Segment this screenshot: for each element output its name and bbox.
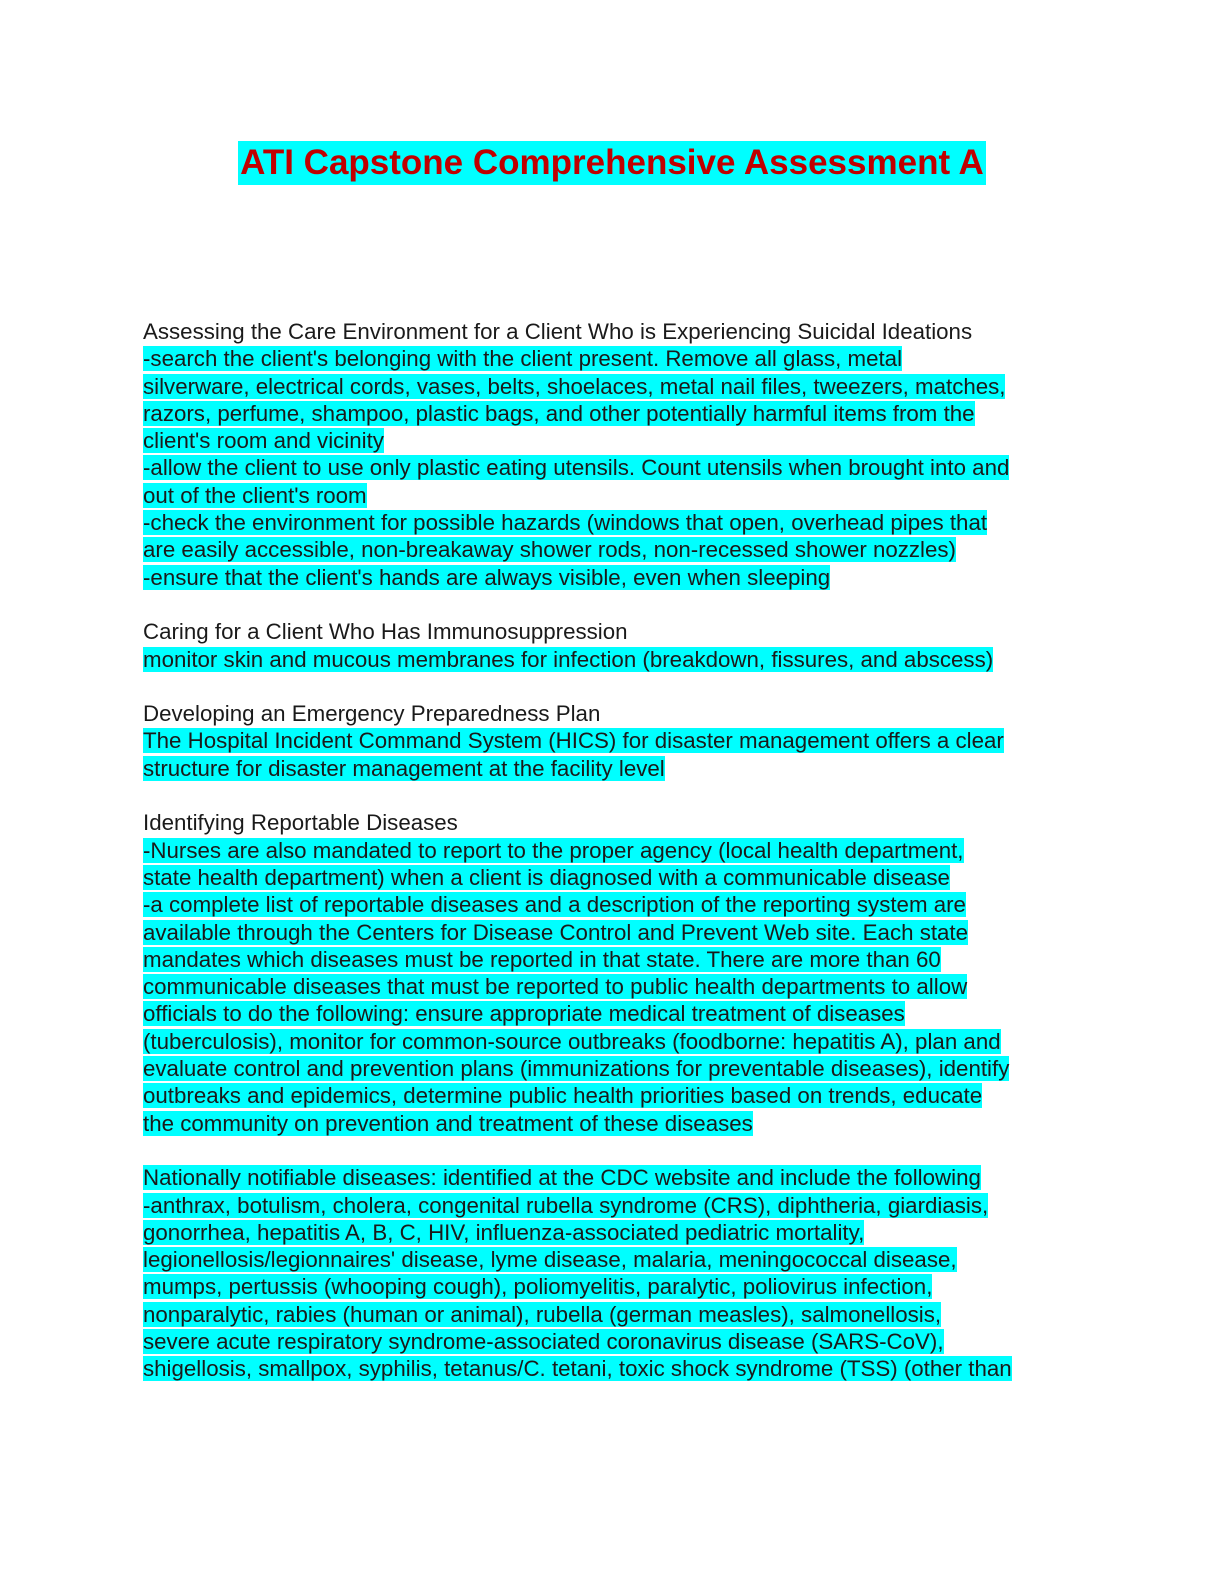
highlighted-text-line: -check the environment for possible hazards (windows that open, overhead pipes that [143,510,988,536]
highlighted-text-line: the community on prevention and treatment of these diseases [143,1110,753,1136]
text-line-row [143,1192,1083,1219]
text-line-row [143,1219,1083,1246]
text-line-row [143,1028,1083,1055]
section [143,1164,1083,1382]
highlighted-text-line: available through the Centers for Disease Control and Prevent Web site. Each state [143,919,969,945]
section [143,809,1083,1137]
section-heading: Caring for a Client Who Has Immunosuppression [143,619,628,645]
text-line-row [143,400,1083,427]
section-heading: Assessing the Care Environment for a Client Who is Experiencing Suicidal Ideations [143,319,973,344]
text-line-row [143,509,1083,536]
highlighted-text-line: out of the client's room [143,482,367,508]
highlighted-text-line: client's room and vicinity [143,428,384,454]
section-gap [143,782,1083,809]
highlighted-text-line: state health department) when a client is diagnosed with a communicable disease [143,864,950,890]
highlighted-text-line: (tuberculosis), monitor for common-source outbreaks (foodborne: hepatitis A), plan and [143,1028,1001,1054]
text-line-row [143,973,1083,1000]
text-line-row [143,891,1083,918]
text-line-row [143,755,1083,782]
highlighted-text-line: structure for disaster management at the facility level [143,755,665,781]
text-line-row [143,1000,1083,1027]
text-line-row [143,1301,1083,1328]
section-heading: Nationally notifiable diseases: identified at the CDC website and include the following [143,1165,981,1191]
highlighted-text-line: are easily accessible, non-breakaway shower rods, non-recessed shower nozzles) [143,537,956,563]
text-line-row [143,454,1083,481]
document-title: ATI Capstone Comprehensive Assessment A [238,141,986,185]
text-line-row [143,345,1083,372]
highlighted-text-line: razors, perfume, shampoo, plastic bags, and other potentially harmful items from the [143,400,975,426]
text-line-row [143,1110,1083,1137]
highlighted-text-line: legionellosis/legionnaires' disease, lyme disease, malaria, meningococcal disease, [143,1247,957,1273]
text-line-row [143,1246,1083,1273]
text-line-row [143,564,1083,591]
section [143,700,1083,782]
section-heading: Identifying Reportable Diseases [143,810,458,836]
highlighted-text-line: outbreaks and epidemics, determine public health priorities based on trends, educate [143,1083,983,1109]
text-line-row [143,427,1083,454]
text-line-row [143,1328,1083,1355]
highlighted-text-line: severe acute respiratory syndrome-associated coronavirus disease (SARS-CoV), [143,1328,944,1354]
highlighted-text-line: The Hospital Incident Command System (HICS) for disaster management offers a clear [143,728,1004,754]
text-line-row [143,646,1083,673]
section-heading-row [143,1164,1083,1191]
text-line-row [143,1055,1083,1082]
text-line-row [143,919,1083,946]
text-line-row [143,1273,1083,1300]
highlighted-text-line: -ensure that the client's hands are always visible, even when sleeping [143,564,831,590]
section-heading-row [143,809,1083,836]
highlighted-text-line: monitor skin and mucous membranes for infection (breakdown, fissures, and abscess) [143,646,994,672]
highlighted-text-line: -a complete list of reportable diseases and a description of the reporting system are [143,892,966,918]
highlighted-text-line: silverware, electrical cords, vases, belts, shoelaces, metal nail files, tweezers, matches, [143,373,1006,399]
highlighted-text-line: evaluate control and prevention plans (immunizations for preventable diseases), identify [143,1056,1010,1082]
highlighted-text-line: nonparalytic, rabies (human or animal), rubella (german measles), salmonellosis, [143,1301,942,1327]
highlighted-text-line: mandates which diseases must be reported in that state. There are more than 60 [143,946,941,972]
highlighted-text-line: shigellosis, smallpox, syphilis, tetanus/C. tetani, toxic shock syndrome (TSS) (other than [143,1356,1012,1382]
highlighted-text-line: gonorrhea, hepatitis A, B, C, HIV, influenza-associated pediatric mortality, [143,1219,865,1245]
text-line-row [143,1082,1083,1109]
text-line-row [143,864,1083,891]
highlighted-text-line: officials to do the following: ensure appropriate medical treatment of diseases [143,1001,905,1027]
section-gap [143,1137,1083,1164]
text-line-row [143,536,1083,563]
highlighted-text-line: mumps, pertussis (whooping cough), poliomyelitis, paralytic, poliovirus infection, [143,1274,933,1300]
text-line-row [143,1355,1083,1382]
text-line-row [143,837,1083,864]
section-heading-row [143,700,1083,727]
highlighted-text-line: -Nurses are also mandated to report to the proper agency (local health department, [143,837,964,863]
highlighted-text-line: -allow the client to use only plastic eating utensils. Count utensils when brought into and [143,455,1010,481]
title-wrapper [0,141,1224,185]
text-line-row [143,482,1083,509]
text-line-row [143,727,1083,754]
document-body [143,318,1083,1383]
highlighted-text-line: -anthrax, botulism, cholera, congenital rubella syndrome (CRS), diphtheria, giardiasis, [143,1192,989,1218]
highlighted-text-line: -search the client's belonging with the client present. Remove all glass, metal [143,346,903,372]
section [143,618,1083,673]
section-gap [143,673,1083,700]
highlighted-text-line: communicable diseases that must be reported to public health departments to allow [143,974,968,1000]
section [143,318,1083,591]
text-line-row [143,946,1083,973]
text-line-row [143,373,1083,400]
section-heading: Developing an Emergency Preparedness Plan [143,701,601,727]
section-gap [143,591,1083,618]
section-heading-row [143,618,1083,645]
section-heading-row [143,318,1083,345]
